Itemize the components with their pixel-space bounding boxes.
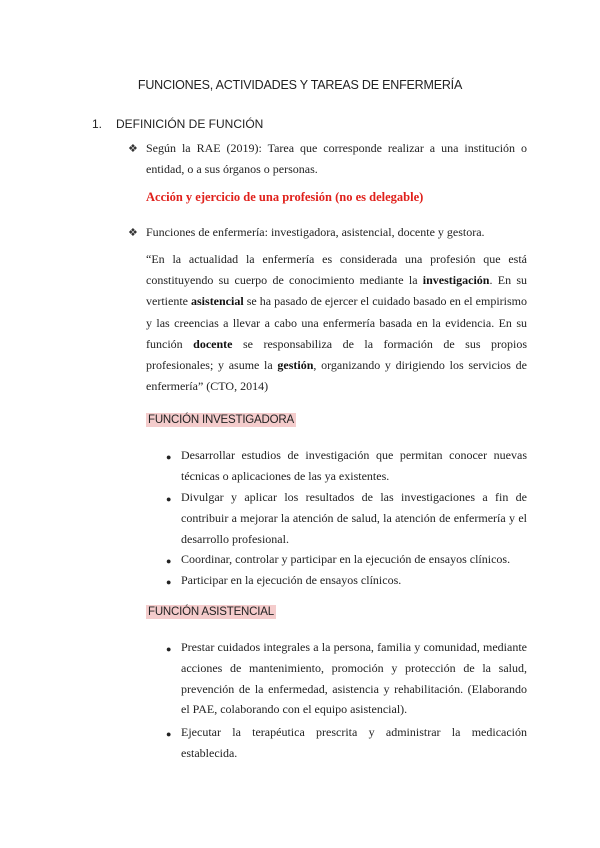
bullet-dot-icon: ● bbox=[166, 644, 172, 654]
page-title: FUNCIONES, ACTIVIDADES Y TAREAS DE ENFERMERÍA bbox=[137, 78, 463, 92]
quote-text: . En su vertiente bbox=[146, 273, 527, 309]
cto-quote bbox=[146, 249, 527, 397]
list-item: Ejecutar la terapéutica prescrita y administrar la medicación establecida. bbox=[181, 725, 527, 760]
section-number: 1. bbox=[92, 117, 103, 131]
quote-text: se ha pasado de ejercer el cuidado basado en el empirismo y las creencias a llevar a cabo una enfermería basada en la evidencia. En su función bbox=[146, 294, 527, 351]
quote-text: “En la actualidad la enfermería es considerada una profesión que está constituyendo su cuerpo de conocimiento mediante la bbox=[146, 252, 527, 288]
list-item: Divulgar y aplicar los resultados de las investigaciones a fin de contribuir a mejorar la atención de salud, la atención de enfermería y el desarrollo profesional. bbox=[181, 490, 527, 546]
bullet-dot-icon: ● bbox=[166, 577, 172, 587]
section-title: DEFINICIÓN DE FUNCIÓN bbox=[116, 117, 264, 131]
asistencial-heading: FUNCIÓN ASISTENCIAL bbox=[148, 606, 274, 618]
quote-text: se responsabiliza de la formación de sus propios profesionales; y asume la bbox=[146, 336, 528, 373]
functions-list: Funciones de enfermería: investigadora, asistencial, docente y gestora. bbox=[146, 225, 485, 239]
quote-bold-term: docente bbox=[193, 336, 233, 351]
list-item: Participar en la ejecución de ensayos clínicos. bbox=[181, 573, 402, 587]
bullet-dot-icon: ● bbox=[166, 452, 172, 462]
bullet-dot-icon: ● bbox=[166, 556, 172, 566]
red-highlight-note: Acción y ejercicio de una profesión (no es delegable) bbox=[146, 190, 424, 204]
diamond-bullet-icon: ❖ bbox=[128, 227, 138, 239]
quote-bold-term: asistencial bbox=[191, 294, 244, 309]
rae-definition: Según la RAE (2019): Tarea que corresponde realizar a una institución o entidad, o a sus órganos o personas. bbox=[146, 141, 527, 176]
diamond-bullet-icon: ❖ bbox=[128, 143, 138, 155]
bullet-dot-icon: ● bbox=[166, 494, 172, 504]
quote-bold-term: gestión bbox=[277, 358, 314, 373]
section-heading bbox=[92, 117, 263, 131]
bullet-dot-icon: ● bbox=[166, 729, 172, 739]
list-item: Coordinar, controlar y participar en la ejecución de ensayos clínicos. bbox=[181, 552, 511, 566]
quote-bold-term: investigación bbox=[422, 273, 490, 288]
list-item: Desarrollar estudios de investigación que permitan conocer nuevas técnicas o aplicaciones de las ya existentes. bbox=[181, 448, 527, 483]
list-item: Prestar cuidados integrales a la persona, familia y comunidad, mediante acciones de mantenimiento, promoción y protección de la salud, prevención de la enfermedad, asistencia y rehabilitación. (Elaborando el PAE, colaborando con el equipo asistencial). bbox=[181, 640, 527, 717]
investigadora-heading: FUNCIÓN INVESTIGADORA bbox=[148, 414, 294, 426]
quote-text: , organizando y dirigiendo los servicios de enfermería” (CTO, 2014) bbox=[146, 358, 527, 394]
